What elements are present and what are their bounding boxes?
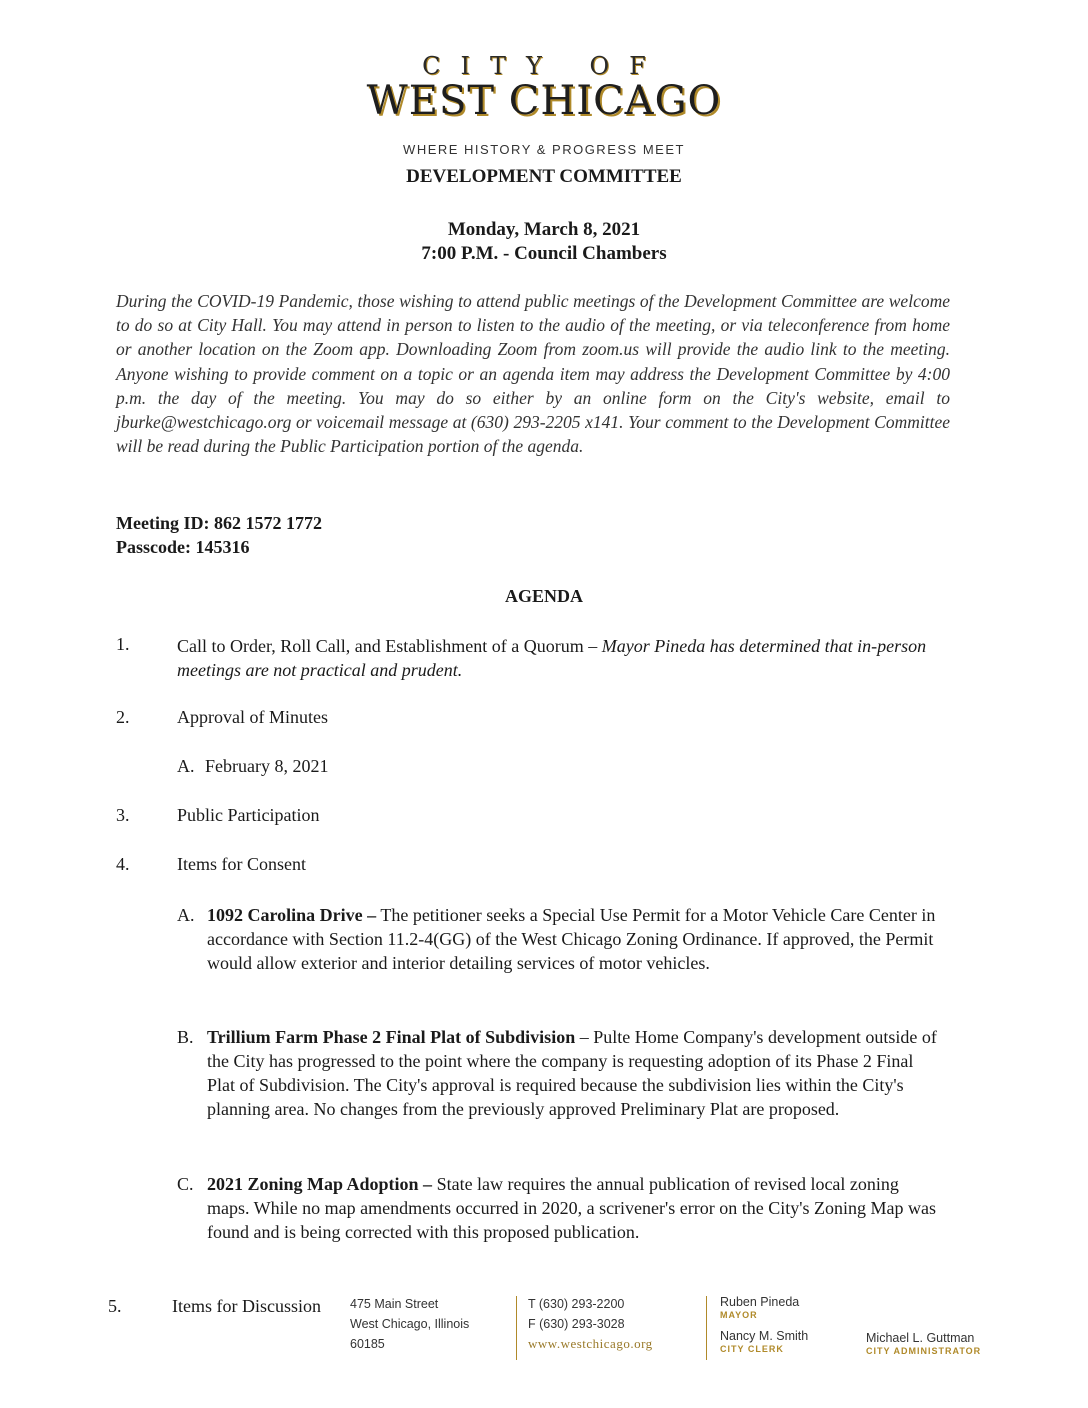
agenda-item-items-for-consent: Items for Consent	[177, 854, 306, 874]
footer-website-link[interactable]: www.westchicago.org	[528, 1336, 653, 1351]
subitem-letter: A.	[177, 756, 195, 776]
footer-divider	[516, 1296, 517, 1360]
footer-street: 475 Main Street	[350, 1297, 439, 1311]
agenda-heading: AGENDA	[504, 586, 583, 606]
consent-body	[207, 1025, 937, 1121]
letterhead-city-name: WEST CHICAGO	[366, 78, 722, 124]
agenda-item-note: Mayor Pineda has determined that in-person meetings are not practical and prudent.	[177, 636, 927, 680]
agenda-item-number: 4.	[116, 854, 130, 874]
consent-body	[207, 903, 937, 975]
agenda-item-number: 1.	[116, 634, 130, 654]
agenda-item-public-participation: Public Participation	[177, 805, 320, 825]
covid-notice: During the COVID-19 Pandemic, those wishing to attend public meetings of the Development Committee are welcome to do so at City Hall. You may attend in person to listen to the audio of the meeting, or via teleconference from home or another location on the Zoom app. Downloading Zoom from zoom.us will provide the audio link to the meeting. Anyone wishing to provide comment on a topic or an agenda item may address the Development Committee by 4:00 p.m. the day of the meeting. You may do so either by an online form on the City's website, email to jburke@westchicago.org or voicemail message at (630) 293-2205 x141. Your comment to the Development Committee will be read during the Public Participation portion of the agenda.	[116, 291, 950, 457]
consent-title: 1092 Carolina Drive –	[207, 905, 377, 925]
meeting-passcode: Passcode: 145316	[116, 537, 250, 557]
footer-admin-role: CITY ADMINISTRATOR	[866, 1346, 982, 1356]
footer-officials	[720, 1294, 808, 1354]
consent-item-a	[177, 903, 937, 975]
agenda-item-label: Call to Order, Roll Call, and Establishment of a Quorum –	[177, 636, 602, 656]
footer-admin-name: Michael L. Guttman	[866, 1331, 975, 1345]
meeting-time-place: 7:00 P.M. - Council Chambers	[421, 243, 667, 264]
consent-item-c	[177, 1172, 937, 1244]
minutes-subitem	[177, 756, 328, 777]
consent-text: State law requires the annual publication of revised local zoning maps. While no map amendments occurred in 2020, a scrivener's error on the City's Zoning Map was found and is being corrected with this proposed publication.	[207, 1174, 936, 1242]
footer-phone: T (630) 293-2200	[528, 1297, 625, 1311]
agenda-item-number: 3.	[116, 805, 130, 825]
footer-clerk-role: CITY CLERK	[720, 1344, 784, 1354]
footer-mayor-role: MAYOR	[720, 1310, 758, 1320]
consent-title: Trillium Farm Phase 2 Final Plat of Subdivision	[207, 1027, 576, 1047]
committee-title: DEVELOPMENT COMMITTEE	[406, 166, 682, 187]
meeting-id: Meeting ID: 862 1572 1772	[116, 513, 322, 533]
footer-zip: 60185	[350, 1337, 385, 1351]
agenda-item-number: 5.	[108, 1296, 122, 1316]
footer-mayor-name: Ruben Pineda	[720, 1295, 800, 1309]
footer-clerk-name: Nancy M. Smith	[720, 1329, 809, 1343]
consent-text: – Pulte Home Company's development outside of the City has progressed to the point where the company is requesting adoption of its Phase 2 Final Plat of Subdivision. The City's approval is required because the subdivision lies within the City's planning area. No changes from the previously approved Preliminary Plat are proposed.	[207, 1027, 937, 1119]
footer-address	[350, 1294, 469, 1354]
consent-body	[207, 1172, 937, 1244]
footer-administrator	[866, 1330, 981, 1356]
meeting-date: Monday, March 8, 2021	[447, 219, 641, 240]
agenda-item-approval-of-minutes: Approval of Minutes	[177, 707, 328, 727]
letterhead-tagline: WHERE HISTORY & PROGRESS MEET	[403, 142, 685, 157]
footer-fax: F (630) 293-3028	[528, 1317, 625, 1331]
consent-letter: C.	[177, 1174, 194, 1194]
consent-item-b	[177, 1025, 937, 1121]
agenda-item-call-to-order	[177, 634, 957, 682]
consent-text: The petitioner seeks a Special Use Permit for a Motor Vehicle Care Center in accordance with Section 11.2-4(GG) of the West Chicago Zoning Ordinance. If approved, the Permit would allow exterior and interior detailing services of motor vehicles.	[207, 905, 936, 973]
consent-title: 2021 Zoning Map Adoption –	[207, 1174, 433, 1194]
footer-contact	[528, 1294, 653, 1354]
consent-letter: A.	[177, 905, 195, 925]
consent-letter: B.	[177, 1027, 194, 1047]
subitem-text: February 8, 2021	[205, 756, 329, 776]
footer-divider	[706, 1296, 707, 1360]
agenda-item-number: 2.	[116, 707, 130, 727]
footer-city: West Chicago, Illinois	[350, 1317, 470, 1331]
letterhead-city-of: CITY OF	[422, 52, 666, 80]
agenda-item-items-for-discussion: Items for Discussion	[172, 1296, 321, 1316]
